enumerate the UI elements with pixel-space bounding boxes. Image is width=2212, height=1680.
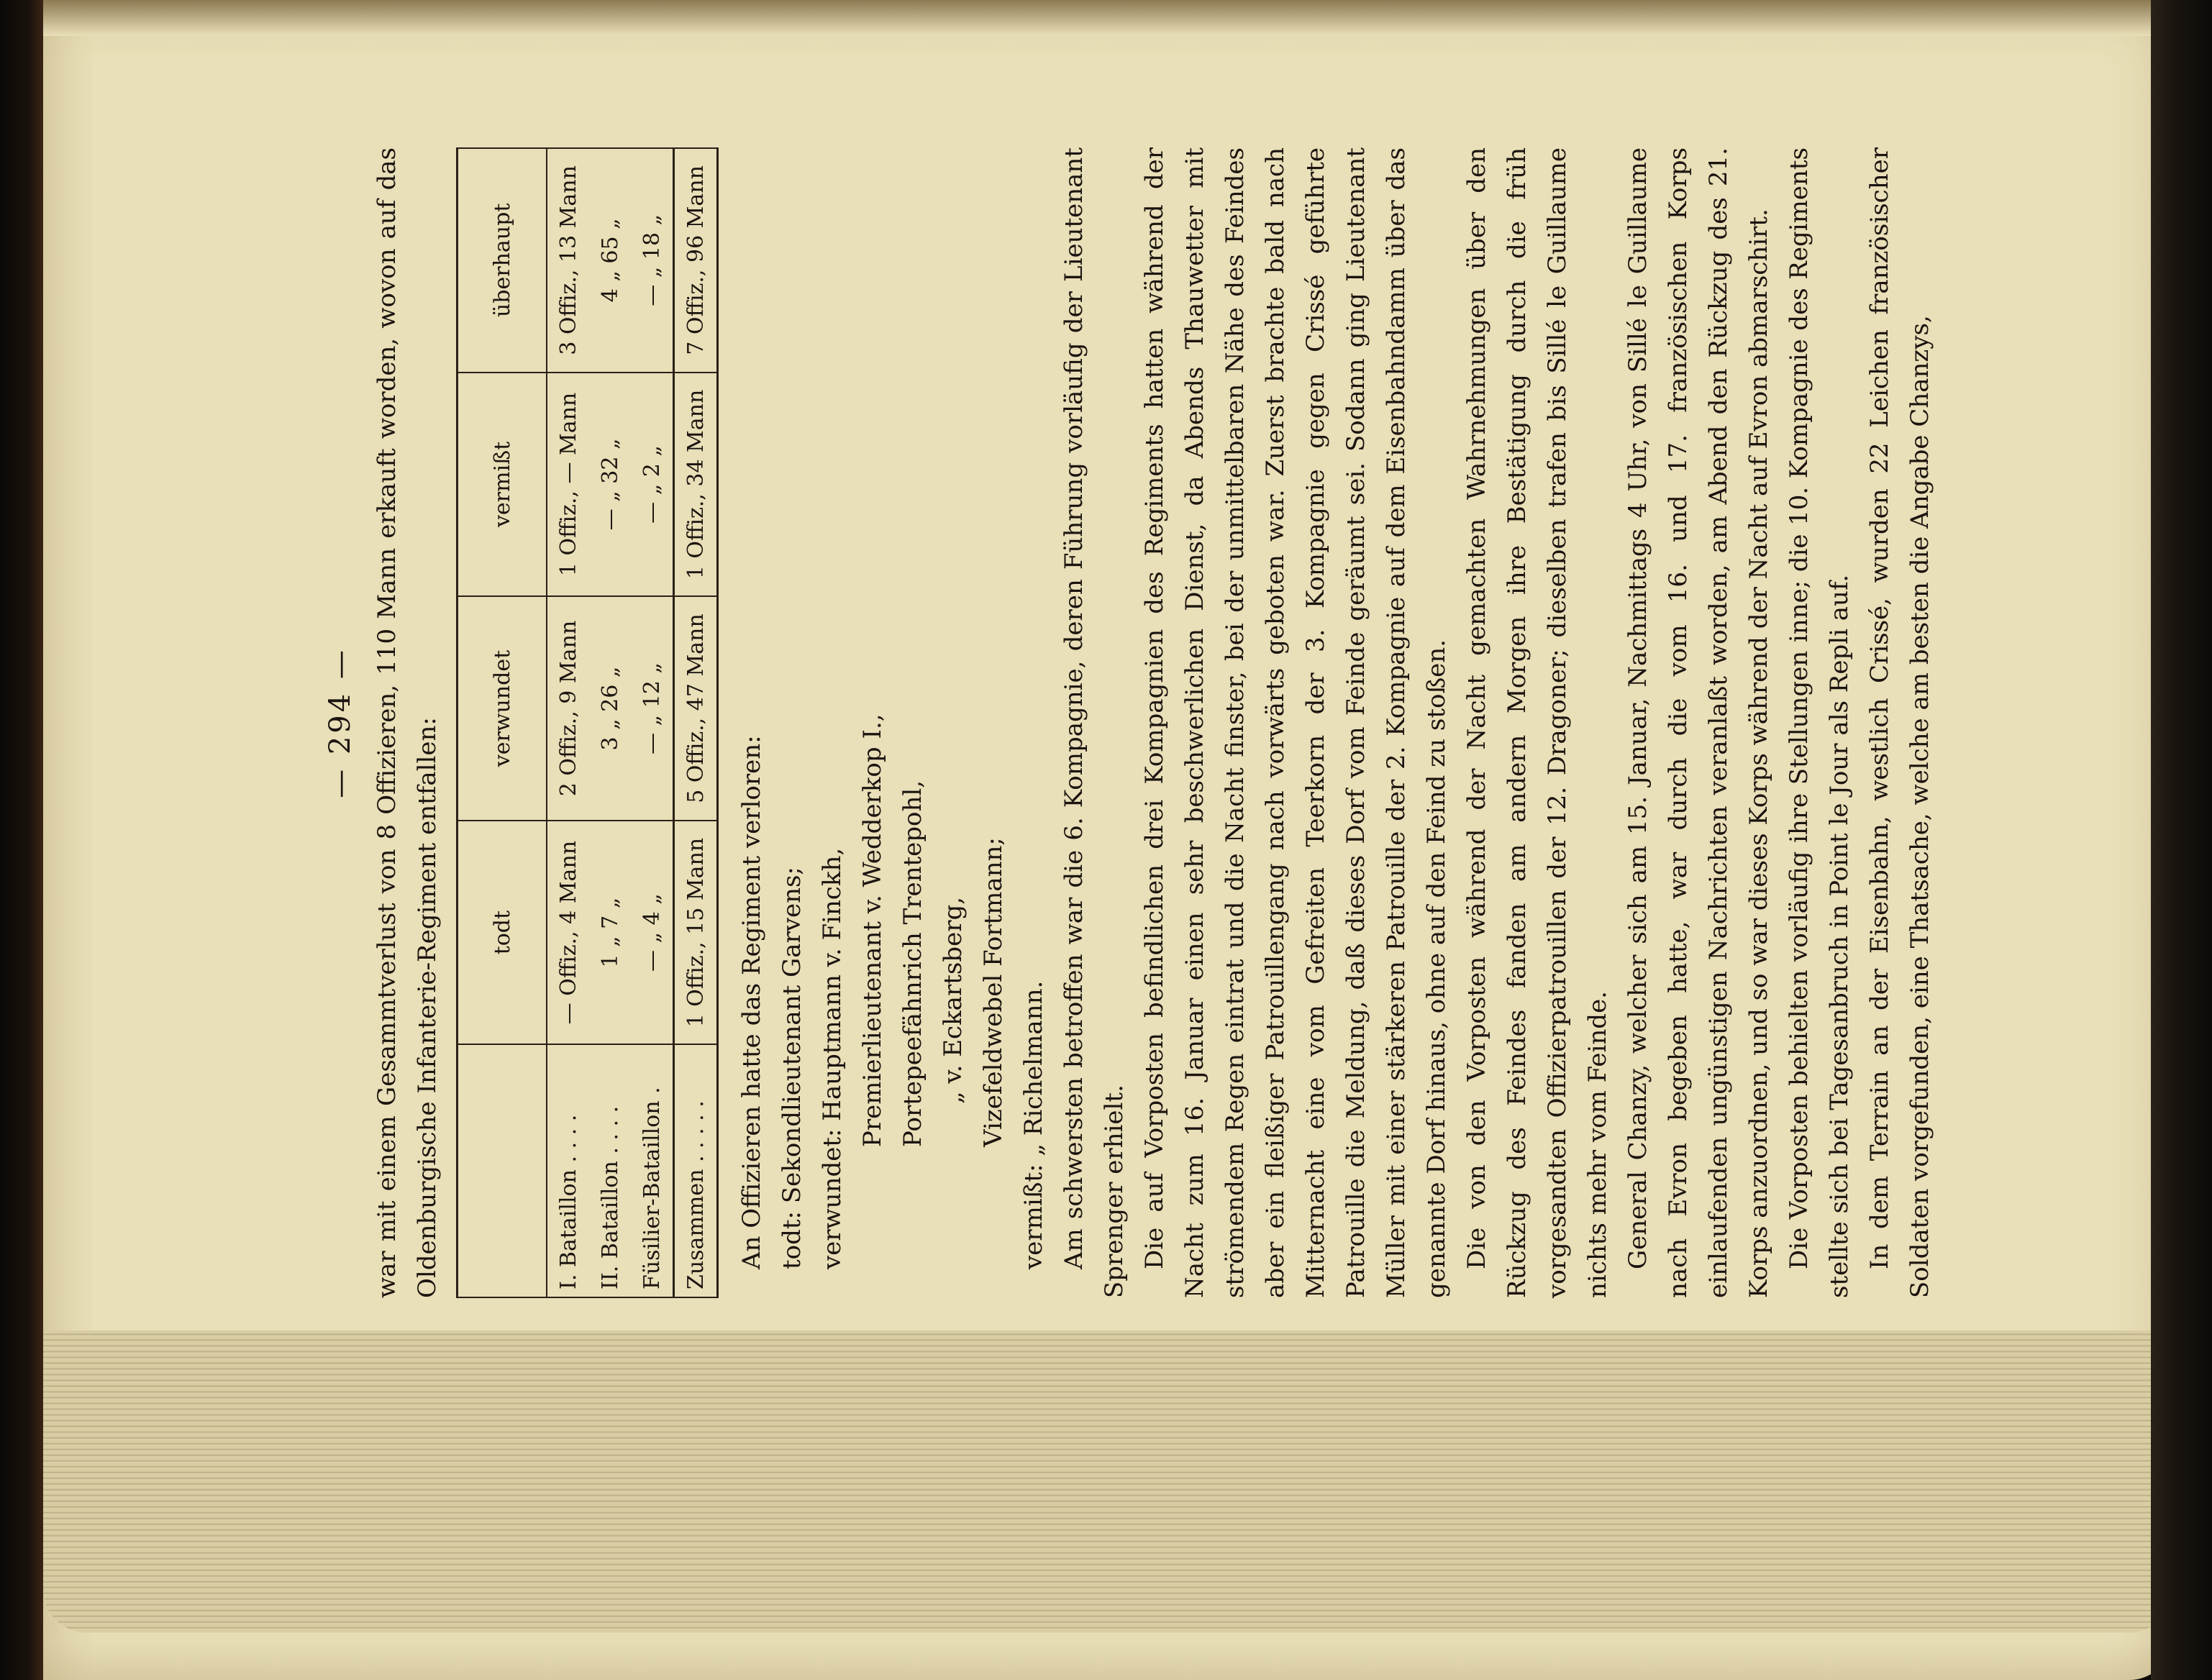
page-fore-edge bbox=[43, 1330, 2172, 1633]
table-row bbox=[547, 148, 589, 1297]
book-cover-right bbox=[2151, 0, 2212, 1680]
table-header: todt bbox=[458, 821, 547, 1045]
table-cell: — „ 2 „ bbox=[631, 373, 674, 597]
table-header: verwundet bbox=[458, 596, 547, 821]
table-cell: I. Bataillon . . . . bbox=[547, 1044, 589, 1297]
table-cell: 1 Offiz., — Mann bbox=[547, 373, 589, 597]
table-header-row bbox=[458, 148, 547, 1297]
table-header bbox=[458, 1044, 547, 1297]
officers-list bbox=[772, 147, 1054, 1269]
table-row bbox=[631, 148, 674, 1297]
table-total-row bbox=[674, 148, 718, 1297]
table-cell: 7 Offiz., 96 Mann bbox=[674, 148, 718, 373]
table-cell: — „ 4 „ bbox=[631, 821, 674, 1045]
list-item: Portepeefähnrich Trentepohl, bbox=[898, 780, 927, 1147]
intro-paragraph: war mit einem Gesammtverlust von 8 Offizieren, 110 Mann erkauft worden, wovon auf das Oldenburgische Infanterie-Regiment entfallen: bbox=[373, 147, 442, 1298]
table-cell: Zusammen . . . . . bbox=[674, 1044, 718, 1297]
page-number: — 294 — bbox=[324, 647, 357, 798]
table-cell: Füsilier-Bataillon . bbox=[631, 1044, 674, 1297]
table-cell: — „ 18 „ bbox=[631, 148, 674, 373]
officers-intro: An Offizieren hatte das Regiment verloren: bbox=[737, 735, 766, 1269]
table-cell: 1 Offiz., 15 Mann bbox=[674, 821, 718, 1045]
table-header: überhaupt bbox=[458, 148, 547, 373]
table-cell: 1 Offiz., 34 Mann bbox=[674, 373, 718, 597]
body-paragraph: In dem Terrain an der Eisenbahn, westlich Crissé, wurden 22 Leichen französischer Soldaten vorgefunden, eine Thatsache, welche am besten die Angabe Chanzys, bbox=[1865, 147, 1934, 1298]
table-cell: 1 „ 7 „ bbox=[589, 821, 631, 1045]
table-row bbox=[589, 148, 631, 1297]
table-cell: 3 „ 26 „ bbox=[589, 596, 631, 821]
losses-table bbox=[456, 147, 719, 1298]
table-cell: II. Bataillon . . . . bbox=[589, 1044, 631, 1297]
body-paragraph: Am schwersten betroffen war die 6. Kompagnie, deren Führung vorläufig der Lieutenant Sprenger erhielt. bbox=[1060, 147, 1129, 1298]
body-paragraph: Die Vorposten behielten vorläufig ihre Stellungen inne; die 10. Kompagnie des Regiments stellte sich bei Tagesanbruch in Point le Jour als Repli auf. bbox=[1785, 147, 1854, 1298]
table-cell: 5 Offiz., 47 Mann bbox=[674, 596, 718, 821]
list-item: Premierlieutenant v. Wedderkop I., bbox=[858, 713, 887, 1147]
body-paragraph: Die von den Vorposten während der Nacht gemachten Wahrnehmungen über den Rückzug des Feindes fanden am andern Morgen ihre Bestätigung durch die früh vorgesandten Offizierpatrouillen der 12. Dragoner; dieselben trafen bis Sillé le Guillaume nichts mehr vom Feinde. bbox=[1462, 147, 1612, 1298]
table-cell: 4 „ 65 „ bbox=[589, 148, 631, 373]
body-paragraph: General Chanzy, welcher sich am 15. Januar, Nachmittags 4 Uhr, von Sillé le Guillaume nach Evron begeben hatte, war durch die vom 16. und 17. französischen Korps einlaufenden ungünstigen Nachrichten veranlaßt worden, am Abend den Rückzug des 21. Korps anzuordnen, und so war dieses Korps während der Nacht auf Evron abmarschirt. bbox=[1624, 147, 1773, 1298]
table-cell: 3 Offiz., 13 Mann bbox=[547, 148, 589, 373]
list-item: Vizefeldwebel Fortmann; bbox=[979, 837, 1008, 1147]
list-item: todt: Sekondlieutenant Garvens; bbox=[778, 867, 806, 1269]
gutter-shadow bbox=[43, 0, 2172, 36]
body-paragraph: Die auf Vorposten befindlichen drei Kompagnien des Regiments hatten während der Nacht zum 16. Januar einen sehr beschwerlichen Dienst, da Abends Thauwetter mit strömendem Regen eintrat und die Nacht finster, bei der unmittelbaren Nähe des Feindes aber ein fleißiger Patrouillengang nach vorwärts geboten war. Zuerst brachte bald nach Mitternacht eine vom Gefreiten Teerkorn der 3. Kompagnie gegen Crissé geführte Patrouille die Meldung, daß dieses Dorf vom Feinde geräumt sei. Sodann ging Lieutenant Müller mit einer stärkeren Patrouille der 2. Kompagnie auf dem Eisenbahndamm über das genannte Dorf hinaus, ohne auf den Feind zu stoßen. bbox=[1140, 147, 1451, 1298]
list-item: vermißt: „ Richelmann. bbox=[1019, 980, 1048, 1269]
table-cell: 2 Offiz., 9 Mann bbox=[547, 596, 589, 821]
table-header: vermißt bbox=[458, 373, 547, 597]
list-item: verwundet: Hauptmann v. Finckh, bbox=[818, 847, 847, 1269]
table-cell: — „ 12 „ bbox=[631, 596, 674, 821]
table-cell: — „ 32 „ bbox=[589, 373, 631, 597]
table-cell: — Offiz., 4 Mann bbox=[547, 821, 589, 1045]
page-text-block bbox=[324, 147, 1978, 1298]
list-item: „ v. Eckartsberg, bbox=[939, 896, 968, 1104]
